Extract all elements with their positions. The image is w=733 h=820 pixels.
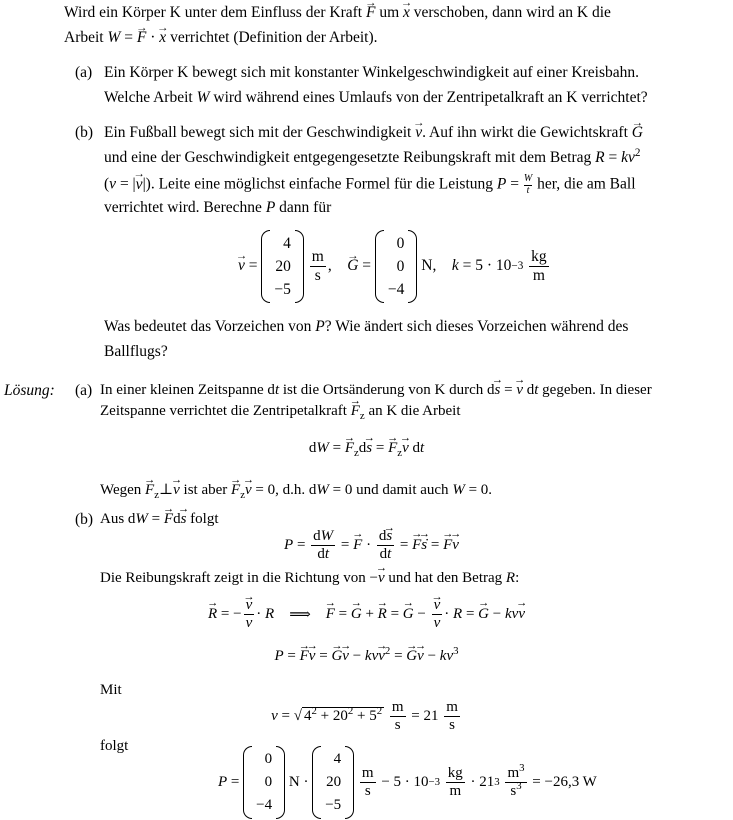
- solution-b-line-1: Aus dW = → Fd→ s folgt: [100, 511, 219, 528]
- task-b-label: (b): [75, 124, 94, 141]
- equation-friction: → R = − → $\frac{v}{v}$ · R ⟹ → F = → G + → R = → G − → $\frac{v}{v}$ · R = → G − kv → v: [0, 597, 733, 631]
- solution-mit: Mit: [100, 682, 122, 698]
- solution-label: Lösung:: [4, 382, 55, 399]
- solution-b-label: (b): [75, 511, 94, 528]
- equation-dW: dW = → $F_zd\to s$ = → $F_z\to v$ dt: [0, 440, 733, 457]
- question-line-2: Ballflugs?: [104, 343, 168, 360]
- solution-a-label: (a): [75, 382, 93, 399]
- g-vector: 0 0 −4: [375, 230, 418, 303]
- task-a-label: (a): [75, 64, 93, 81]
- intro-line-1: Wird ein Körper K unter dem Einfluss der Kraft → F um → x verschoben, dann wird an K die: [64, 4, 611, 22]
- task-b-line-1: Ein Fußball bewegt sich mit der Geschwindigkeit → v. Auf ihn wirkt die Gewichtskraft → G: [104, 124, 643, 142]
- given-values: → v = 4 20 −5 $\frac{m}{s}$ , → G = 0 0 −4 N, k = 5 · 10 −3 $\frac{kg}{m}$: [238, 228, 551, 304]
- solution-a-line-2: Zeitspanne verrichtet die Zentripetalkraft → $F_z$ an K die Arbeit: [100, 403, 461, 420]
- equation-power: P = $\frac{dW}{dt}$ = → F · $\frac{d\to s}{dt}$ = → F → s ̇ = → F → v: [0, 528, 733, 562]
- equation-p-expanded: P = → F→ v = → $G\to v - kv\to v^2$ = → $G\to v - kv^3$: [0, 648, 733, 665]
- solution-b-line-2: Die Reibungskraft zeigt in die Richtung von −→ v und hat den Betrag R:: [100, 570, 519, 587]
- force-vector: → F: [366, 4, 375, 22]
- solution-folgt: folgt: [100, 738, 129, 754]
- intro-line-2: Arbeit W = → F · → x verrichtet (Definition der Arbeit).: [64, 29, 378, 47]
- task-b-line-4: verrichtet wird. Berechne P dann für: [104, 199, 332, 216]
- task-b-line-3: (v = |→ v|). Leite eine möglichst einfache Formel für die Leistung P = $\frac{W}{t}$ her, die am Ball: [104, 174, 636, 196]
- task-a-line-1: Ein Körper K bewegt sich mit konstanter Winkelgeschwindigkeit auf einer Kreisbahn.: [104, 64, 639, 81]
- equation-p-result: P = 0 0 −4 N · 4 20 −5 $\frac{m}{s}$ − 5 · 10 −3 $\frac{kg}{m}$ · 21 3 $\frac{m^3}{s^3}$ = −26,3 W: [218, 744, 597, 820]
- v-vector: 4 20 −5: [261, 230, 304, 303]
- equation-v-magnitude: v = √ $4^2 + 20^2 + 5^2$ $\frac{m}{s}$ = 21 $\frac{m}{s}$: [271, 699, 458, 733]
- solution-a-line-3: Wegen → $F_z\perp\to v$ ist aber → $F_z\to v = 0$, d.h. dW = 0 und damit auch W = 0.: [100, 480, 492, 499]
- question-line-1: Was bedeutet das Vorzeichen von P? Wie ändert sich dieses Vorzeichen während des: [104, 318, 629, 335]
- solution-a-line-1: In einer kleinen Zeitspanne dt ist die Ortsänderung von K durch d→ s = → v dt gegeben. In dieser: [100, 382, 652, 399]
- g-vector-result: 0 0 −4: [243, 746, 285, 819]
- v-vector-result: 4 20 −5: [312, 746, 354, 819]
- task-b-line-2: und eine der Geschwindigkeit entgegengesetzte Reibungskraft mit dem Betrag $R = kv^2$: [104, 146, 641, 166]
- task-a-line-2: Welche Arbeit W wird während eines Umlaufs von der Zentripetalkraft an K verrichtet?: [104, 89, 648, 106]
